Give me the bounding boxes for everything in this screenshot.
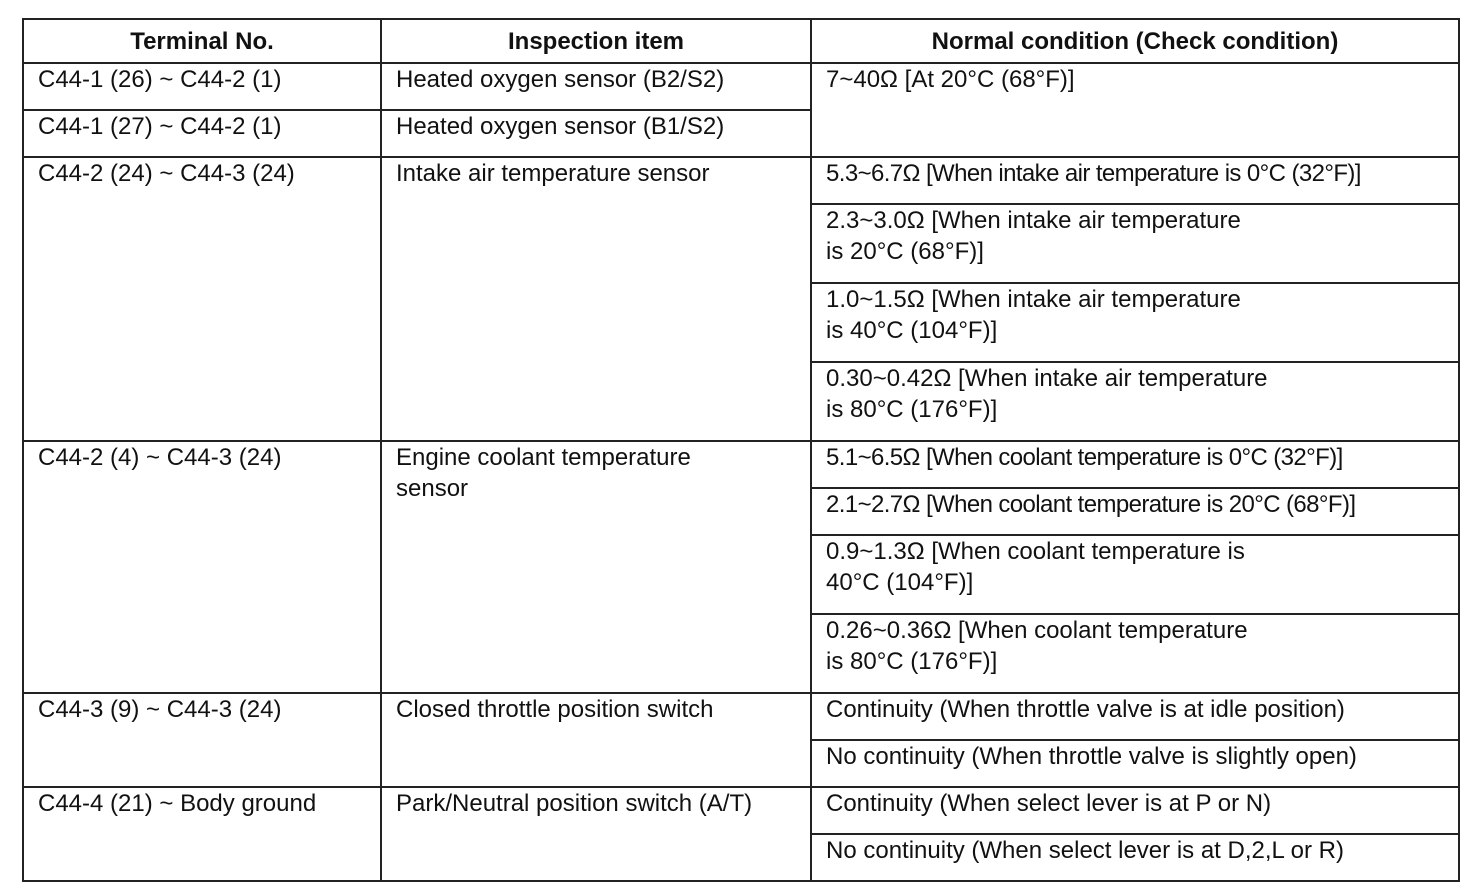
condition-cell [811, 157, 1459, 204]
condition-cell [811, 740, 1459, 787]
item-cell: Closed throttle position switch [381, 693, 811, 787]
header-row [23, 19, 1459, 63]
condition-line: 0.26~0.36Ω [When coolant temperature [826, 617, 1248, 644]
table-row [23, 63, 1459, 110]
condition-cell [811, 204, 1459, 283]
condition-line: No continuity (When throttle valve is slightly open) [826, 743, 1357, 770]
terminal-cell: C44-4 (21) ~ Body ground [23, 787, 381, 881]
condition-line: Continuity (When select lever is at P or N) [826, 790, 1272, 817]
condition-cell [811, 441, 1459, 488]
condition-cell [811, 283, 1459, 362]
condition-line: is 40°C (104°F)] [826, 317, 998, 344]
condition-cell [811, 362, 1459, 441]
table-row [23, 441, 1459, 488]
condition-line: 0.30~0.42Ω [When intake air temperature [826, 365, 1268, 392]
terminal-cell: C44-2 (24) ~ C44-3 (24) [23, 157, 381, 441]
item-cell: Heated oxygen sensor (B2/S2) [381, 63, 811, 110]
condition-line: 5.1~6.5Ω [When coolant temperature is 0°C (32°F)] [826, 444, 1343, 471]
condition-cell: 7~40Ω [At 20°C (68°F)] [811, 63, 1459, 157]
condition-cell [811, 787, 1459, 834]
condition-cell [811, 834, 1459, 881]
terminal-cell: C44-1 (26) ~ C44-2 (1) [23, 63, 381, 110]
table-row [23, 787, 1459, 834]
condition-cell [811, 535, 1459, 614]
condition-cell [811, 488, 1459, 535]
condition-cell [811, 614, 1459, 693]
item-line: Engine coolant temperature [396, 444, 691, 471]
condition-line: 2.3~3.0Ω [When intake air temperature [826, 207, 1241, 234]
condition-line: is 20°C (68°F)] [826, 238, 984, 265]
condition-line: Continuity (When throttle valve is at idle position) [826, 696, 1345, 723]
condition-line: is 80°C (176°F)] [826, 396, 998, 423]
inspection-table [22, 18, 1460, 882]
terminal-cell: C44-1 (27) ~ C44-2 (1) [23, 110, 381, 157]
item-line: sensor [396, 475, 469, 502]
condition-line: 1.0~1.5Ω [When intake air temperature [826, 286, 1241, 313]
condition-line: is 80°C (176°F)] [826, 648, 998, 675]
item-cell: Heated oxygen sensor (B1/S2) [381, 110, 811, 157]
condition-cell [811, 693, 1459, 740]
item-cell [381, 441, 811, 693]
header-terminal: Terminal No. [23, 19, 381, 63]
terminal-cell: C44-3 (9) ~ C44-3 (24) [23, 693, 381, 787]
item-cell: Intake air temperature sensor [381, 157, 811, 441]
terminal-cell: C44-2 (4) ~ C44-3 (24) [23, 441, 381, 693]
table-row [23, 157, 1459, 204]
condition-line: 40°C (104°F)] [826, 569, 974, 596]
condition-line: 5.3~6.7Ω [When intake air temperature is 0°C (32°F)] [826, 160, 1361, 187]
header-normal-condition: Normal condition (Check condition) [811, 19, 1459, 63]
header-inspection-item: Inspection item [381, 19, 811, 63]
item-cell: Park/Neutral position switch (A/T) [381, 787, 811, 881]
table-row [23, 693, 1459, 740]
condition-line: 2.1~2.7Ω [When coolant temperature is 20°C (68°F)] [826, 491, 1356, 518]
condition-line: No continuity (When select lever is at D,2,L or R) [826, 837, 1344, 864]
condition-line: 0.9~1.3Ω [When coolant temperature is [826, 538, 1245, 565]
